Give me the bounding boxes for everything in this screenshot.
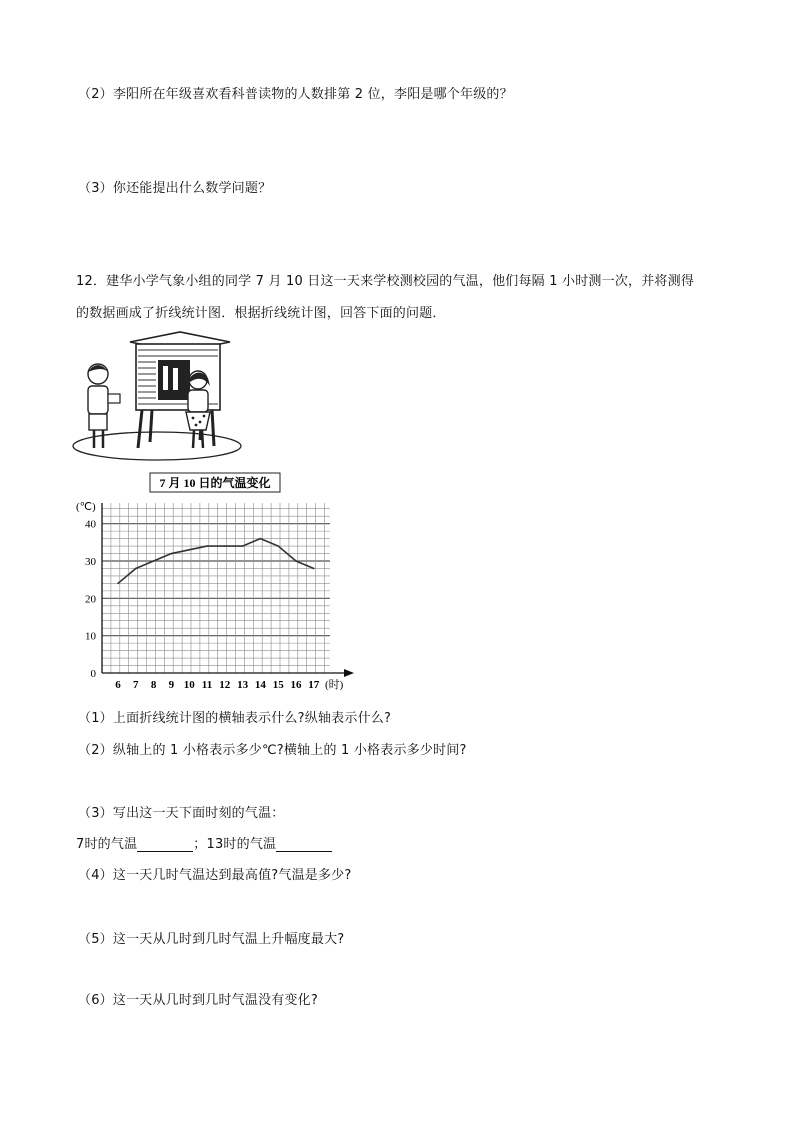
temperature-line-chart [70,470,370,695]
chart-title: 7 月 10 日的气温变化 [159,476,271,490]
question-2: （2）李阳所在年级喜欢看科普读物的人数排第 2 位，李阳是哪个年级的？ [78,87,513,102]
x-tick-label: 11 [201,679,213,691]
data-point [171,553,173,555]
data-point [242,545,244,547]
fill-blank-7[interactable] [137,837,193,852]
x-tick-label: 14 [254,679,266,691]
sub-question-6: （6）这一天从几时到几时气温没有变化? [78,993,318,1008]
sub-question-3: （3）写出这一天下面时刻的气温： [78,806,285,821]
data-point [224,545,226,547]
problem-12-intro-line1: 12．建华小学气象小组的同学 7 月 10 日这一天来学校测校园的气温，他们每隔 1 小时测一次，并将测得 [76,274,695,289]
y-axis-label: (℃) [76,501,96,513]
x-tick-label: 9 [168,679,175,691]
sub-question-2: （2）纵轴上的 1 小格表示多少℃?横轴上的 1 小格表示多少时间? [78,743,467,758]
weather-station-illustration [72,330,242,462]
data-point [117,583,119,585]
problem-12-intro-line2: 的数据画成了折线统计图．根据折线统计图，回答下面的问题． [76,306,446,321]
fill-label-13: ；13时的气温 [193,837,277,852]
x-tick-label: 16 [290,679,302,691]
x-tick-label: 17 [308,679,320,691]
data-point [313,568,315,570]
sub-question-1: （1）上面折线统计图的横轴表示什么?纵轴表示什么? [78,711,392,726]
sub-question-5: （5）这一天从几时到几时气温上升幅度最大? [78,932,345,947]
y-tick-label: 40 [85,518,96,531]
data-point [188,549,190,551]
x-tick-label: 10 [183,679,195,691]
y-tick-label: 30 [85,556,96,568]
x-tick-label: 6 [115,679,121,691]
sub-question-4: （4）这一天几时气温达到最高值?气温是多少? [78,868,352,883]
x-tick-label: 8 [150,679,157,691]
y-tick-label: 20 [85,593,96,606]
fill-blank-13[interactable] [276,837,332,852]
y-tick-label: 10 [85,630,96,643]
data-point [260,538,262,540]
question-3: （3）你还能提出什么数学问题？ [78,181,272,196]
data-point [277,545,279,547]
x-tick-label: 12 [219,679,231,691]
x-axis-label: (时) [325,679,344,691]
data-point [153,560,155,562]
data-point [206,545,208,547]
x-tick-label: 13 [237,679,249,691]
fill-in-line [76,833,332,852]
x-tick-label: 15 [272,679,284,691]
fill-label-7: 7时的气温 [76,837,138,852]
data-point [295,560,297,562]
data-point [135,568,137,570]
y-tick-label: 0 [90,668,96,680]
x-axis-arrow [344,669,354,677]
x-tick-label: 7 [133,679,139,691]
